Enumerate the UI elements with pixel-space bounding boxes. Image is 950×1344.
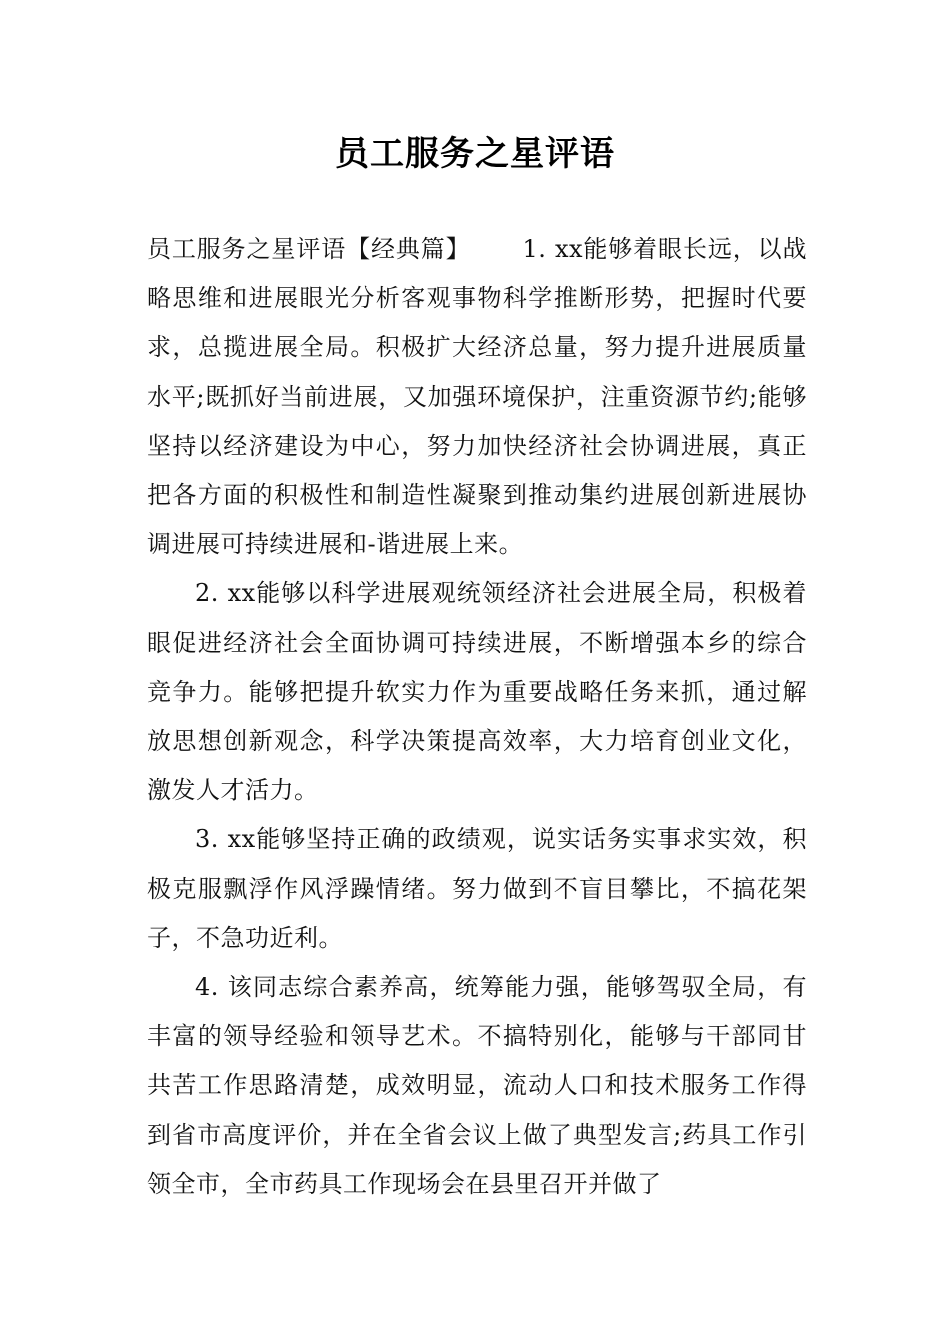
paragraph-3: 3. xx能够坚持正确的政绩观，说实话务实事求实效，积极克服飘浮作风浮躁情绪。努力做到不盲目攀比，不搞花架子，不急功近利。 (147, 825, 807, 952)
paragraph-4: 4. 该同志综合素养高，统筹能力强，能够驾驭全局，有丰富的领导经验和领导艺术。不搞特别化，能够与干部同甘共苦工作思路清楚，成效明显，流动人口和技术服务工作得到省市高度评价，并在全省会议上做了典型发言;药具工作引领全市，全市药具工作现场会在县里召开并做了 (147, 973, 807, 1198)
paragraph-1 (147, 225, 807, 569)
page-title: 员工服务之星评语 (335, 134, 615, 174)
document-body (147, 225, 807, 1209)
paragraph-1-text: 1. xx能够着眼长远，以战略思维和进展眼光分析客观事物科学推断形势，把握时代要求，总揽进展全局。积极扩大经济总量，努力提升进展质量水平;既抓好当前进展，又加强环境保护，注重资源节约;能够坚持以经济建设为中心，努力加快经济社会协调进展，真正把各方面的积极性和制造性凝聚到推动集约进展创新进展协调进展可持续进展和-谐进展上来。 (147, 235, 807, 559)
intro-heading: 员工服务之星评语【经典篇】 (147, 235, 471, 263)
paragraph-2: 2. xx能够以科学进展观统领经济社会进展全局，积极着眼促进经济社会全面协调可持续进展，不断增强本乡的综合竞争力。能够把提升软实力作为重要战略任务来抓，通过解放思想创新观念，科学决策提高效率，大力培育创业文化，激发人才活力。 (147, 579, 807, 805)
